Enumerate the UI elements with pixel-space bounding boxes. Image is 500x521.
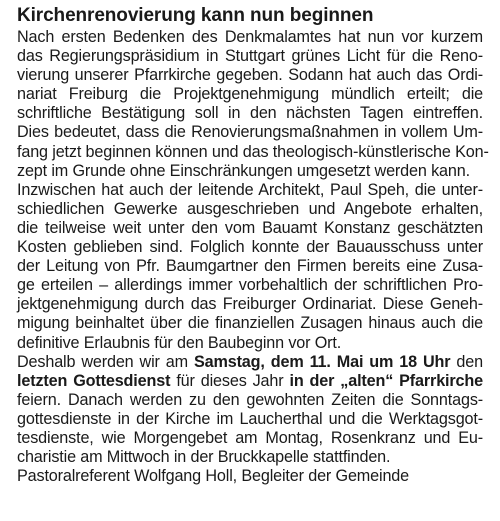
text-line: gottesdienste in der Kirche im Laucherthal und die Werktagsgot-: [17, 409, 483, 428]
text-line: schriftliche Bestätigung soll in den nächsten Tagen eintreffen.: [17, 104, 483, 123]
text-line: [17, 353, 483, 372]
text-line: zept im Grunde ohne Einschränkungen umgesetzt werden kann.: [17, 161, 470, 180]
service-date: Samstag, dem 11. Mai um 18 Uhr: [193, 352, 451, 371]
text-line: der Leitung von Pfr. Baumgartner den Firmen bereits eine Zusa-: [17, 257, 483, 276]
text-line: Nach ersten Bedenken des Denkmalamtes hat nun vor kurzem: [17, 28, 483, 46]
signature: Pastoralreferent Wolfgang Holl, Begleiter der Gemeinde: [17, 467, 410, 486]
text-line: Dies bedeutet, dass die Renovierungsmaßnahmen in vollem Um-: [17, 123, 483, 142]
paragraph-approval: [17, 28, 489, 181]
text-line: Inzwischen hat auch der leitende Architekt, Paul Speh, die unter-: [17, 180, 483, 199]
text-line: ge erteilen – allerdings immer vorbehaltlich der schriftlichen Pro-: [17, 276, 483, 295]
text-line: nariat Freiburg die Projektgenehmigung mündlich erteilt; die: [17, 85, 483, 104]
text-run: Deshalb werden wir am: [17, 352, 194, 371]
text-line: charistie am Mittwoch in der Bruckkapelle stattfinden.: [17, 448, 391, 467]
article: [17, 4, 489, 486]
paragraph-architect: [17, 181, 483, 353]
last-service-label: letzten Gottesdienst: [17, 371, 171, 390]
text-line: tesdienste, wie Morgengebet am Montag, Rosenkranz und Eu-: [17, 428, 483, 447]
text-line: jektgenehmigung durch das Freiburger Ordinariat. Diese Geneh-: [17, 295, 483, 314]
text-line: vierung unserer Pfarrkirche gegeben. Sodann hat auch das Ordi-: [17, 66, 483, 85]
church-label: in der „alten“ Pfarrkirche: [289, 371, 483, 390]
text-line: Kosten geblieben sind. Folglich konnte der Bauausschuss unter: [17, 238, 483, 257]
text-line: migung beinhaltet über die finanziellen Zusagen hinaus auch die: [17, 314, 483, 333]
text-line: feiern. Danach werden zu den gewohnten Zeiten die Sonntags-: [17, 390, 483, 409]
text-line: die teilweise weit unter den vom Bauamt Konstanz geschätzten: [17, 218, 483, 237]
text-line: [17, 372, 483, 391]
text-line: das Regierungspräsidium in Stuttgart grünes Licht für die Reno-: [17, 47, 483, 66]
article-title: Kirchenrenovierung kann nun beginnen: [17, 5, 374, 26]
text-line: schiedlichen Gewerke ausgeschrieben und Angebote erhalten,: [17, 199, 483, 218]
paragraph-last-service: [17, 353, 483, 468]
text-run: den: [450, 352, 483, 371]
text-line: fang jetzt beginnen können und das theologisch-künstlerische Kon-: [17, 142, 489, 161]
text-run: für dieses Jahr: [170, 371, 290, 390]
text-line: definitive Erlaubnis für den Baubeginn vor Ort.: [17, 333, 342, 352]
